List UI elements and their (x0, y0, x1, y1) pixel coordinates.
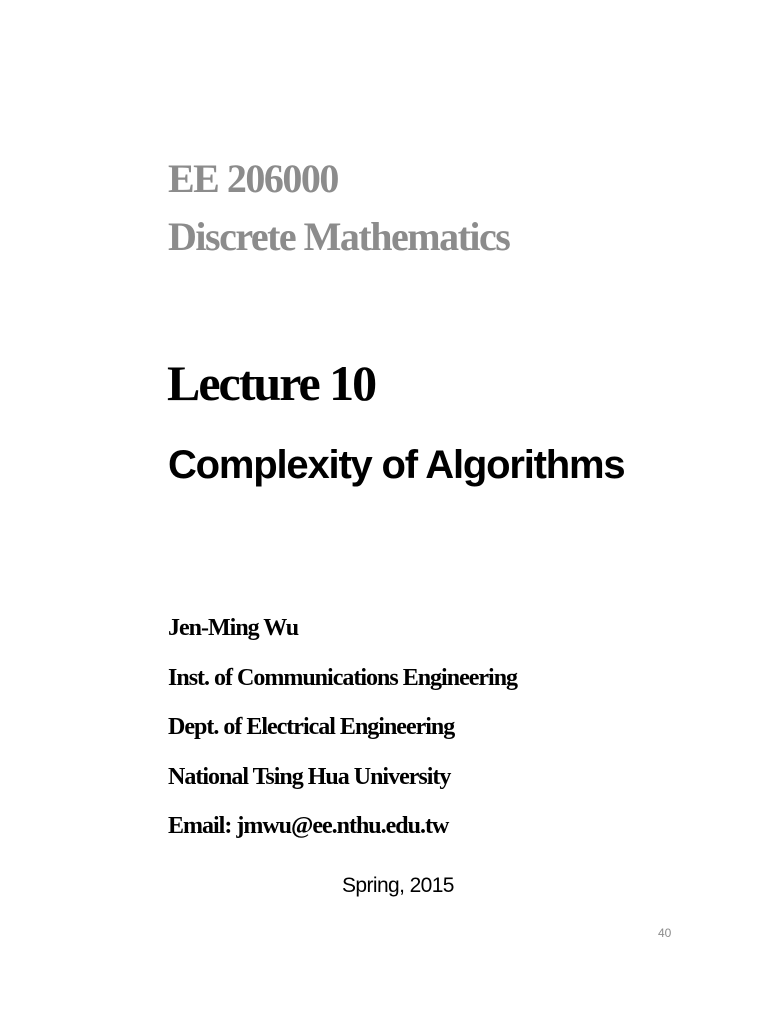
author-name: Jen-Ming Wu (168, 615, 299, 641)
lecture-topic: Complexity of Algorithms (168, 443, 625, 487)
lecture-number: Lecture 10 (167, 355, 376, 411)
page-number: 40 (658, 926, 672, 940)
course-name: Discrete Mathematics (168, 214, 510, 259)
author-block (168, 604, 517, 852)
course-header (168, 150, 509, 266)
author-email: Email: jmwu@ee.nthu.edu.tw (168, 813, 449, 839)
author-university: National Tsing Hua University (168, 763, 451, 790)
course-code: EE 206000 (168, 156, 338, 201)
author-institute: Inst. of Communications Engineering (168, 664, 518, 691)
term-label: Spring, 2015 (342, 874, 454, 897)
author-department: Dept. of Electrical Engineering (168, 714, 455, 740)
